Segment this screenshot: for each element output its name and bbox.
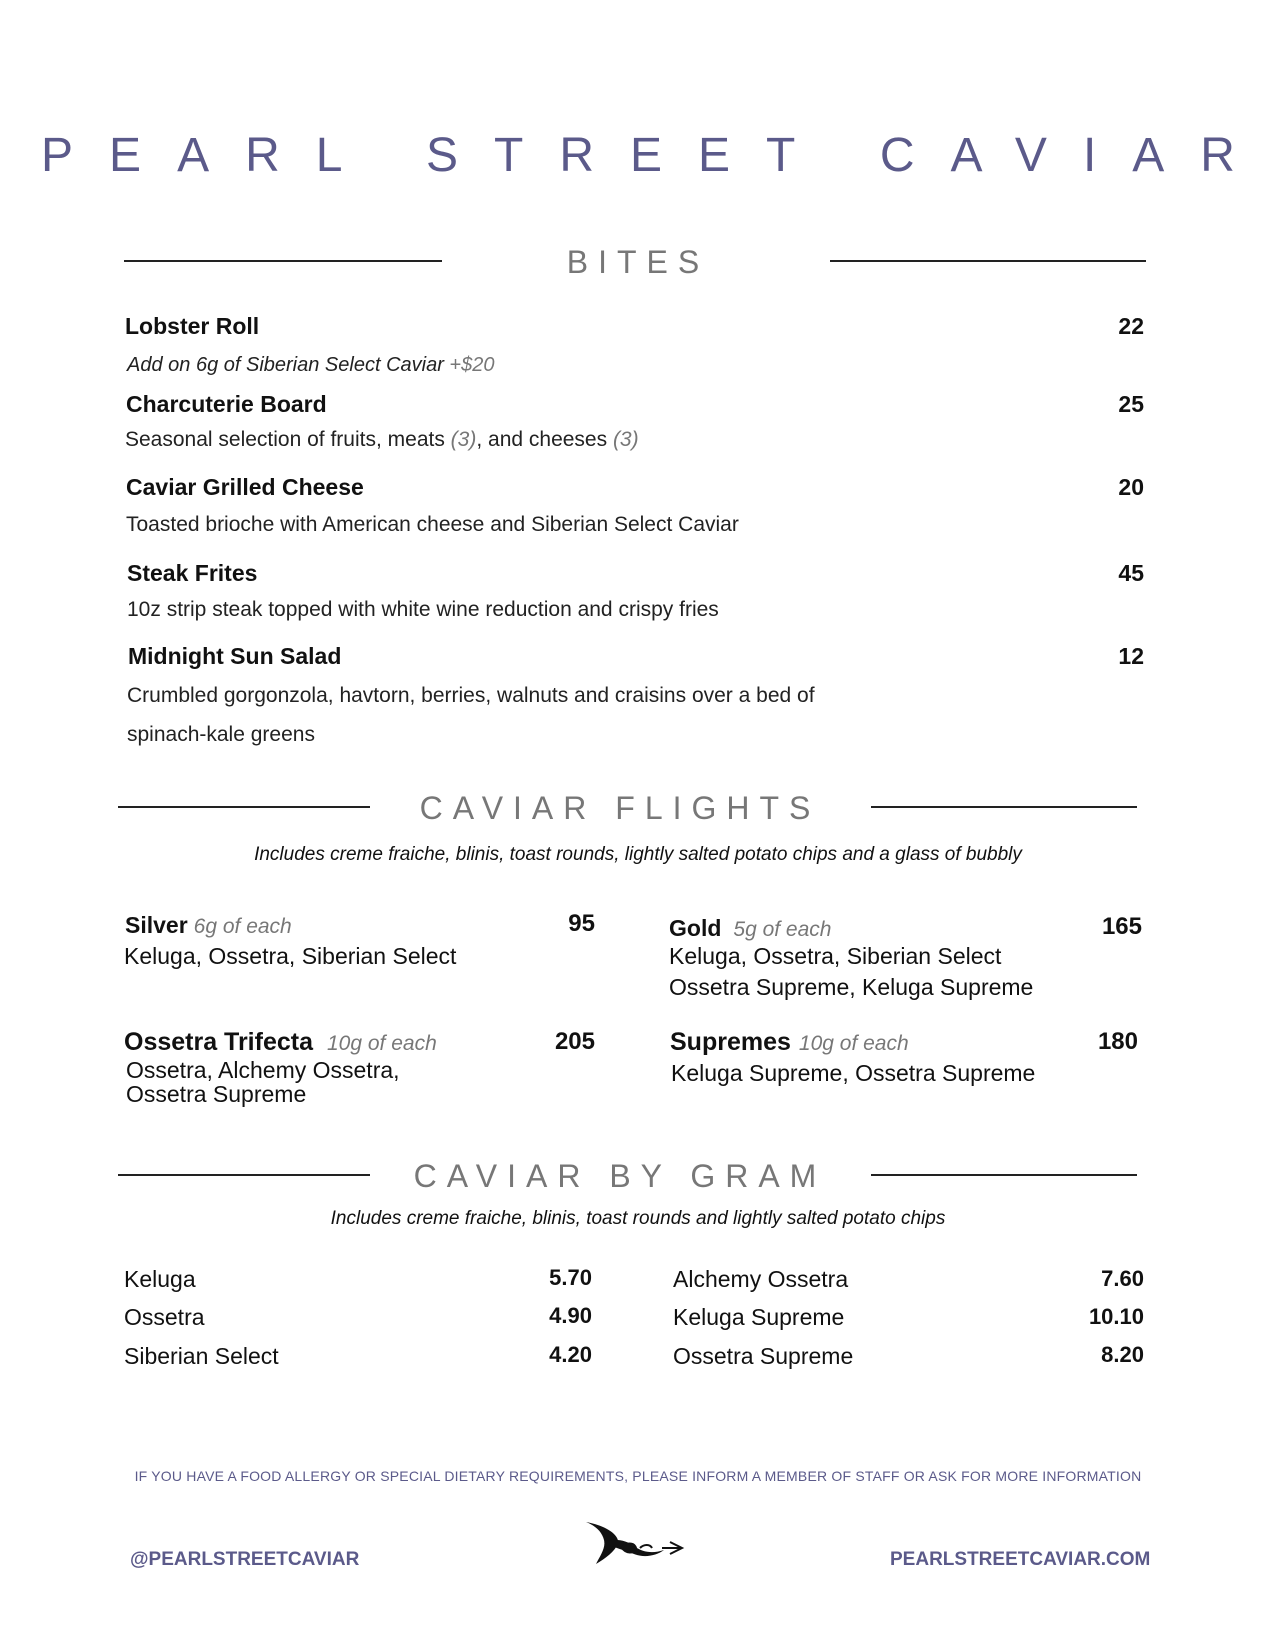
menu-item-description: Toasted brioche with American cheese and Siberian Select Caviar xyxy=(126,513,739,536)
section-title-by-gram: CAVIAR BY GRAM xyxy=(413,1158,827,1194)
gram-item-name: Ossetra Supreme xyxy=(673,1343,854,1369)
flight-line: Ossetra, Alchemy Ossetra, xyxy=(126,1057,400,1083)
divider-left xyxy=(124,260,442,262)
gram-item-name: Keluga xyxy=(124,1266,196,1292)
flight-line: Ossetra Supreme xyxy=(126,1081,307,1107)
flight-contents xyxy=(671,1058,1035,1089)
menu-item-name: Lobster Roll xyxy=(125,313,260,339)
flight-price: 205 xyxy=(554,1028,595,1055)
flight-contents xyxy=(669,941,1033,1003)
website-link[interactable]: PEARLSTREETCAVIAR.COM xyxy=(890,1549,1151,1570)
flight-quantity: 10g of each xyxy=(798,1032,909,1055)
flight-quantity: 6g of each xyxy=(193,915,292,938)
flight-name xyxy=(669,915,831,942)
menu-item-description: Crumbled gorgonzola, havtorn, berries, walnuts and craisins over a bed of xyxy=(127,684,815,707)
divider-right xyxy=(871,806,1137,808)
flight-name xyxy=(670,1028,909,1057)
menu-item-addon xyxy=(127,354,494,377)
flight-name xyxy=(124,1028,437,1057)
flight-price: 180 xyxy=(1097,1028,1138,1055)
divider-left xyxy=(118,806,370,808)
section-title-bites: BITES xyxy=(566,244,710,280)
gram-item-price: 7.60 xyxy=(1101,1266,1144,1291)
flight-line: Ossetra Supreme, Keluga Supreme xyxy=(669,974,1034,1000)
flight-line: Keluga Supreme, Ossetra Supreme xyxy=(671,1060,1036,1086)
social-handle: @PEARLSTREETCAVIAR xyxy=(130,1549,360,1570)
flight-name xyxy=(125,912,292,939)
fish-logo-icon xyxy=(578,1518,688,1568)
page-title: PEARL STREET CAVIAR xyxy=(41,129,1271,182)
flight-title: Silver xyxy=(125,912,188,938)
gram-item-price: 5.70 xyxy=(549,1265,592,1290)
menu-item-name: Caviar Grilled Cheese xyxy=(126,474,364,500)
flight-contents xyxy=(126,1058,400,1106)
flight-title: Supremes xyxy=(670,1028,791,1056)
desc-text: Seasonal selection of fruits, meats xyxy=(125,428,451,451)
menu-item-price: 12 xyxy=(1118,643,1144,669)
menu-item-description: 10z strip steak topped with white wine reduction and crispy fries xyxy=(127,598,719,621)
divider-right xyxy=(830,260,1146,262)
divider-left xyxy=(118,1174,370,1176)
flight-quantity: 5g of each xyxy=(733,918,832,941)
flight-price: 165 xyxy=(1101,913,1142,940)
menu-item-name: Steak Frites xyxy=(127,560,258,586)
flight-quantity: 10g of each xyxy=(327,1032,437,1055)
addon-text: Add on 6g of Siberian Select Caviar xyxy=(127,354,444,376)
flight-title: Ossetra Trifecta xyxy=(124,1028,313,1056)
flight-title: Gold xyxy=(669,915,722,941)
menu-item-name: Midnight Sun Salad xyxy=(128,643,342,669)
desc-count: (3) xyxy=(612,428,639,451)
flight-line: Keluga, Ossetra, Siberian Select xyxy=(124,943,457,969)
menu-item-description xyxy=(125,428,639,452)
divider-right xyxy=(871,1174,1137,1176)
gram-item-price: 4.20 xyxy=(549,1342,592,1367)
allergy-notice: IF YOU HAVE A FOOD ALLERGY OR SPECIAL DIETARY REQUIREMENTS, PLEASE INFORM A MEMBER OF STAFF OR ASK FOR MORE INFORMATION xyxy=(134,1468,1142,1484)
menu-item-price: 45 xyxy=(1118,560,1144,586)
menu-item-price: 22 xyxy=(1118,313,1144,339)
gram-item-price: 10.10 xyxy=(1088,1304,1144,1329)
flight-contents xyxy=(124,941,456,972)
addon-price: +$20 xyxy=(449,354,495,376)
gram-item-price: 8.20 xyxy=(1101,1342,1144,1367)
section-title-flights: CAVIAR FLIGHTS xyxy=(419,790,821,826)
gram-item-name: Ossetra xyxy=(124,1304,205,1330)
desc-count: (3) xyxy=(450,428,477,451)
desc-text: , and cheeses xyxy=(476,428,613,451)
gram-item-name: Alchemy Ossetra xyxy=(673,1266,849,1292)
gram-item-price: 4.90 xyxy=(549,1303,592,1328)
flight-price: 95 xyxy=(568,910,595,937)
section-note: Includes creme fraiche, blinis, toast rounds, lightly salted potato chips and a glass of bubbly xyxy=(254,844,1022,865)
gram-item-name: Siberian Select xyxy=(124,1343,279,1369)
gram-item-name: Keluga Supreme xyxy=(673,1304,845,1330)
menu-item-name: Charcuterie Board xyxy=(126,391,327,417)
menu-item-description: spinach-kale greens xyxy=(127,723,315,746)
section-note: Includes creme fraiche, blinis, toast rounds and lightly salted potato chips xyxy=(330,1208,946,1229)
menu-item-price: 20 xyxy=(1118,474,1144,500)
flight-line: Keluga, Ossetra, Siberian Select xyxy=(669,943,1002,969)
menu-item-price: 25 xyxy=(1118,391,1144,417)
